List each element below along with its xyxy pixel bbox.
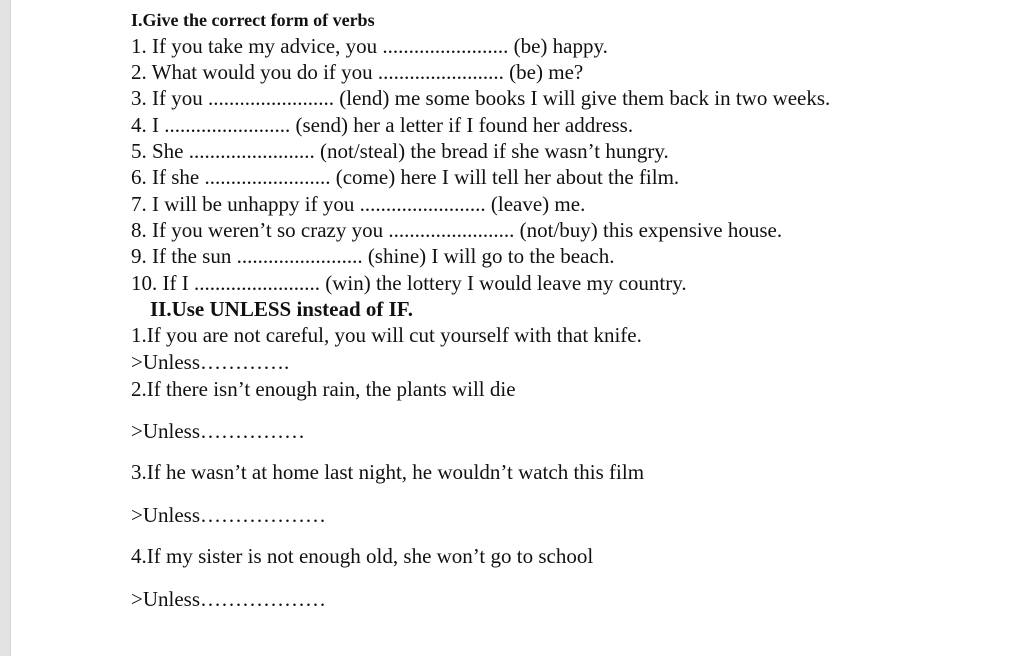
exercise-1-item-9: 9. If the sun ........................ (shine) I will go to the beach. <box>131 244 615 268</box>
exercise-2-sentence-4: 4.If my sister is not enough old, she won’t go to school <box>131 544 594 568</box>
exercise-2-answer-1: >Unless…………. <box>131 350 290 374</box>
exercise-1-item-7: 7. I will be unhappy if you ........................ (leave) me. <box>131 192 586 216</box>
exercise-2-answer-4: >Unless……………… <box>131 587 327 611</box>
exercise-1-item-10: 10. If I ........................ (win) the lottery I would leave my country. <box>131 271 687 295</box>
exercise-1-item-5: 5. She ........................ (not/steal) the bread if she wasn’t hungry. <box>131 139 669 163</box>
exercise-1-item-4: 4. I ........................ (send) her a letter if I found her address. <box>131 113 634 137</box>
exercise-1-item-8: 8. If you weren’t so crazy you ........................ (not/buy) this expensive house. <box>131 218 783 242</box>
exercise-1-item-1: 1. If you take my advice, you ........................ (be) happy. <box>131 34 608 58</box>
exercise-2-sentence-2: 2.If there isn’t enough rain, the plants will die <box>131 377 516 401</box>
exercise-1-item-2: 2. What would you do if you ........................ (be) me? <box>131 60 584 84</box>
exercise-1-item-6: 6. If she ........................ (come) here I will tell her about the film. <box>131 165 680 189</box>
section-1-title: I.Give the correct form of verbs <box>131 10 375 30</box>
exercise-2-sentence-1: 1.If you are not careful, you will cut yourself with that knife. <box>131 323 642 347</box>
exercise-2-answer-3: >Unless……………… <box>131 503 327 527</box>
exercise-1-item-3: 3. If you ........................ (lend) me some books I will give them back in two weeks. <box>131 86 831 110</box>
exercise-2-answer-2: >Unless…………… <box>131 419 306 443</box>
section-2-title: II.Use UNLESS instead of IF. <box>150 297 413 321</box>
exercise-2-sentence-3: 3.If he wasn’t at home last night, he wouldn’t watch this film <box>131 460 645 484</box>
